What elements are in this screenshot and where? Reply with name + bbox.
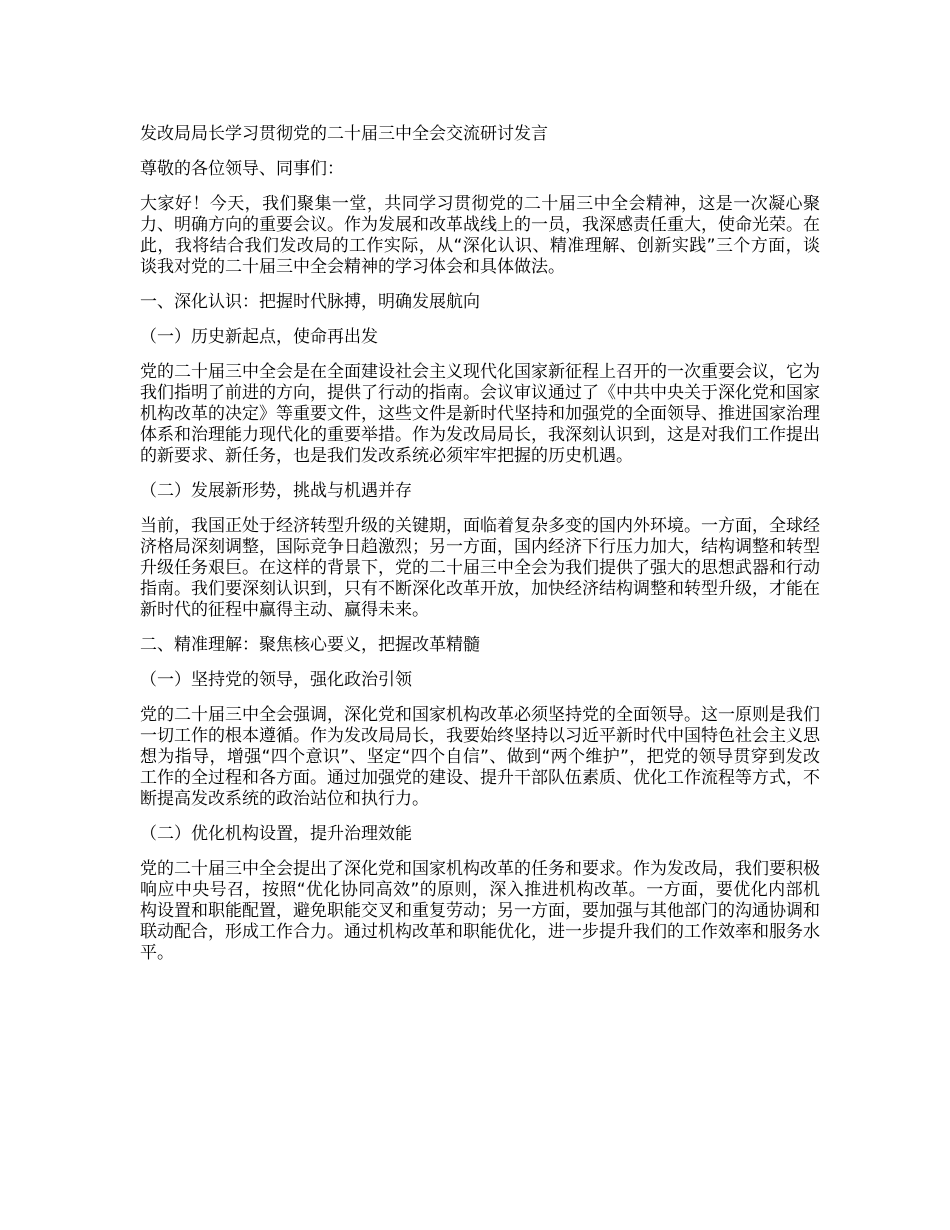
section-1-1-heading: （一）历史新起点，使命再出发: [140, 327, 378, 347]
section-2-1-heading: （一）坚持党的领导，强化政治引领: [140, 670, 412, 690]
section-1-2-heading: （二）发展新形势，挑战与机遇并存: [140, 481, 412, 501]
salutation: 尊敬的各位领导、同事们：: [140, 159, 344, 179]
section-2-2-paragraph: 党的二十届三中全会提出了深化党和国家机构改革的任务和要求。作为发改局，我们要积极响应中央号召，按照“优化协同高效”的原则，深入推进机构改革。一方面，要优化内部机构设置和职能配置，避免职能交叉和重复劳动；另一方面，要加强与其他部门的沟通协调和联动配合，形成工作合力。通过机构改革和职能优化，进一步提升我们的工作效率和服务水平。: [140, 859, 820, 963]
section-2-2-heading: （二）优化机构设置，提升治理效能: [140, 824, 412, 844]
section-1-2-paragraph: 当前，我国正处于经济转型升级的关键期，面临着复杂多变的国内外环境。一方面，全球经济格局深刻调整，国际竞争日趋激烈；另一方面，国内经济下行压力加大，结构调整和转型升级任务艰巨。在这样的背景下，党的二十届三中全会为我们提供了强大的思想武器和行动指南。我们要深刻认识到，只有不断深化改革开放，加快经济结构调整和转型升级，才能在新时代的征程中赢得主动、赢得未来。: [140, 516, 820, 620]
section-2-1-paragraph: 党的二十届三中全会强调，深化党和国家机构改革必须坚持党的全面领导。这一原则是我们一切工作的根本遵循。作为发改局局长，我要始终坚持以习近平新时代中国特色社会主义思想为指导，增强“四个意识”、坚定“四个自信”、做到“两个维护”，把党的领导贯穿到发改工作的全过程和各方面。通过加强党的建设、提升干部队伍素质、优化工作流程等方式，不断提高发改系统的政治站位和执行力。: [140, 705, 820, 809]
document-title: 发改局局长学习贯彻党的二十届三中全会交流研讨发言: [140, 124, 548, 144]
document-body: [140, 124, 820, 978]
section-2-heading: 二、精准理解：聚焦核心要义，把握改革精髓: [140, 635, 480, 655]
section-1-heading: 一、深化认识：把握时代脉搏，明确发展航向: [140, 292, 480, 312]
intro-paragraph: 大家好！今天，我们聚集一堂，共同学习贯彻党的二十届三中全会精神，这是一次凝心聚力、明确方向的重要会议。作为发展和改革战线上的一员，我深感责任重大，使命光荣。在此，我将结合我们发改局的工作实际，从“深化认识、精准理解、创新实践”三个方面，谈谈我对党的二十届三中全会精神的学习体会和具体做法。: [140, 194, 820, 277]
section-1-1-paragraph: 党的二十届三中全会是在全面建设社会主义现代化国家新征程上召开的一次重要会议，它为我们指明了前进的方向，提供了行动的指南。会议审议通过了《中共中央关于深化党和国家机构改革的决定》等重要文件，这些文件是新时代坚持和加强党的全面领导、推进国家治理体系和治理能力现代化的重要举措。作为发改局局长，我深刻认识到，这是对我们工作提出的新要求、新任务，也是我们发改系统必须牢牢把握的历史机遇。: [140, 362, 820, 466]
